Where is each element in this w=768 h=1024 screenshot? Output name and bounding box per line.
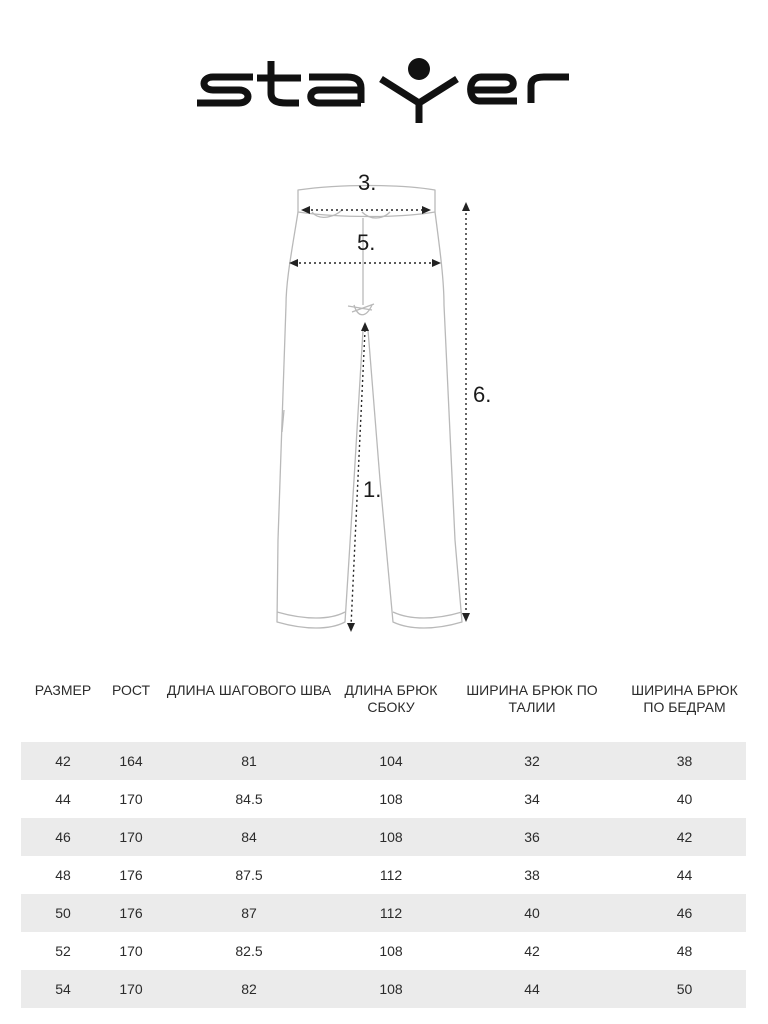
cell-inseam: 82.5 (235, 943, 263, 959)
cell-height: 170 (105, 970, 157, 1008)
cell-size: 50 (21, 894, 105, 932)
column-header-size: РАЗМЕР (34, 682, 92, 698)
cell-inseam: 87.5 (235, 867, 263, 883)
cell-height: 176 (119, 867, 143, 883)
cell-hips-width: 38 (623, 742, 746, 780)
cell-hips-width: 42 (623, 818, 746, 856)
cell-side-length: 112 (379, 867, 403, 883)
cell-side-length: 112 (341, 894, 441, 932)
cell-side-length: 108 (341, 818, 441, 856)
table-row (21, 970, 746, 1008)
cell-size: 54 (21, 970, 105, 1008)
cell-hips-width: 46 (623, 894, 746, 932)
column-header-side-length: ДЛИНА БРЮК СБОКУ (344, 682, 438, 715)
cell-hips-width: 44 (676, 867, 693, 883)
column-header-inseam: ДЛИНА ШАГОВОГО ШВА (166, 682, 332, 698)
label-waist-measure: 3. (358, 170, 377, 195)
table-row (21, 780, 746, 818)
cell-inseam: 84 (157, 818, 341, 856)
table-row (21, 818, 746, 856)
column-header-hips-width: ШИРИНА БРЮК ПО БЕДРАМ (631, 682, 738, 715)
table-row (21, 742, 746, 780)
cell-height: 170 (105, 818, 157, 856)
cell-hips-width: 40 (676, 791, 693, 807)
cell-size: 44 (55, 791, 71, 807)
cell-side-length: 108 (379, 791, 403, 807)
label-hips-measure: 5. (357, 230, 376, 255)
cell-height: 170 (119, 943, 143, 959)
cell-inseam: 87 (157, 894, 341, 932)
cell-size: 46 (21, 818, 105, 856)
cell-side-length: 108 (341, 970, 441, 1008)
cell-waist-width: 38 (524, 867, 540, 883)
column-header-height: РОСТ (111, 682, 151, 698)
size-table (21, 676, 746, 1008)
table-header-row (21, 676, 746, 742)
cell-waist-width: 40 (441, 894, 623, 932)
cell-waist-width: 42 (524, 943, 540, 959)
cell-waist-width: 32 (441, 742, 623, 780)
table-row (21, 856, 746, 894)
cell-size: 48 (55, 867, 71, 883)
cell-side-length: 108 (379, 943, 403, 959)
cell-waist-width: 44 (441, 970, 623, 1008)
cell-height: 170 (119, 791, 143, 807)
cell-height: 164 (105, 742, 157, 780)
cell-size: 42 (21, 742, 105, 780)
cell-size: 52 (55, 943, 71, 959)
cell-inseam: 84.5 (235, 791, 263, 807)
cell-height: 176 (105, 894, 157, 932)
cell-waist-width: 36 (441, 818, 623, 856)
cell-inseam: 81 (157, 742, 341, 780)
cell-hips-width: 48 (676, 943, 693, 959)
cell-inseam: 82 (157, 970, 341, 1008)
label-inseam-measure: 1. (363, 477, 382, 502)
label-side-length-measure: 6. (473, 382, 492, 407)
cell-waist-width: 34 (524, 791, 540, 807)
stayer-logo (195, 57, 573, 123)
table-row (21, 894, 746, 932)
column-header-waist-width: ШИРИНА БРЮК ПО ТАЛИИ (466, 682, 598, 715)
table-row (21, 932, 746, 970)
cell-side-length: 104 (341, 742, 441, 780)
cell-hips-width: 50 (623, 970, 746, 1008)
